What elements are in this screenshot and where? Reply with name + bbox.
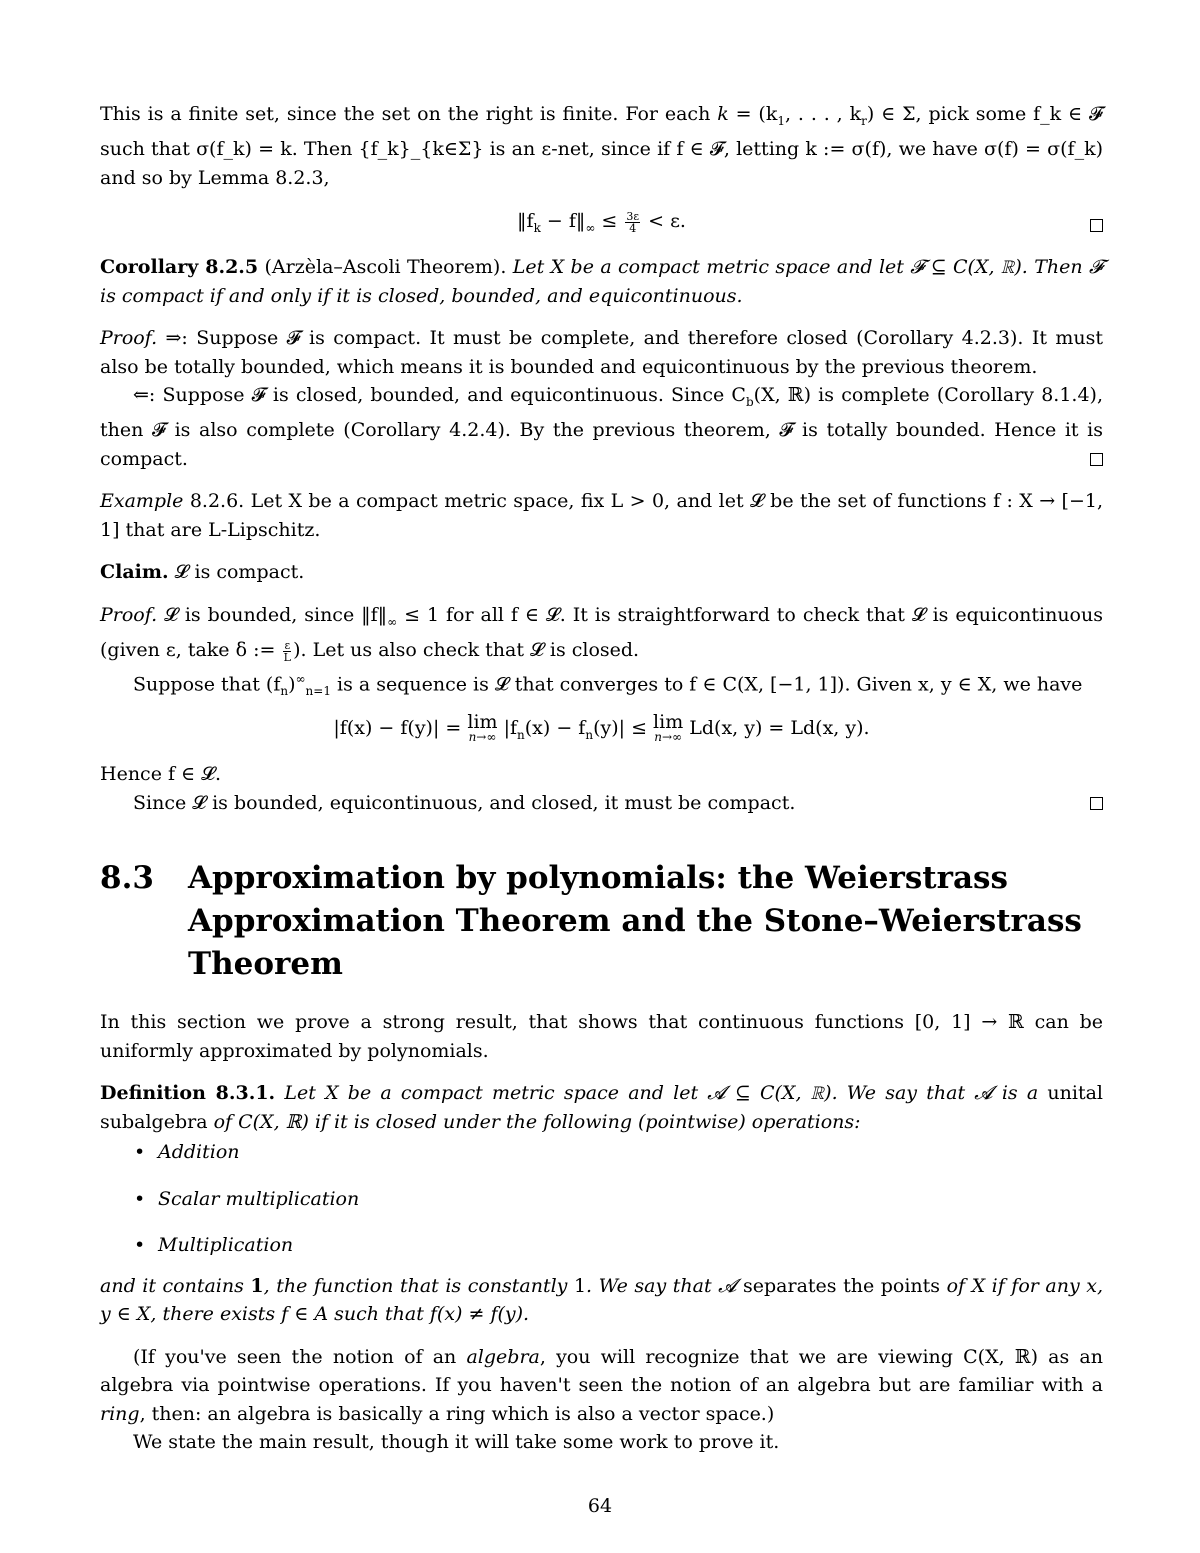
subscript: n xyxy=(280,683,289,698)
proof-label: Proof. xyxy=(100,327,158,350)
qed-icon xyxy=(1057,445,1103,474)
list-item: • Multiplication xyxy=(158,1231,1103,1260)
subscript: b xyxy=(745,394,754,409)
operations-list xyxy=(100,1138,1103,1260)
eq-sub: k xyxy=(533,221,541,236)
fraction-numerator: 3ε xyxy=(626,209,640,223)
fraction xyxy=(283,640,291,663)
list-item: • Scalar multiplication xyxy=(158,1185,1103,1214)
text: of X if for any x, y ∈ X, there exists f ∈ A such that f(x) ≠ f(y). xyxy=(100,1274,1103,1326)
fraction-numerator: ε xyxy=(284,638,291,652)
text: 8.2.6. Let X be a compact metric space, fix L > 0, and let 𝓛 be the set of functions f : X → [−1, 1] that are L-Lipschitz. xyxy=(100,490,1103,541)
text: = (k xyxy=(728,103,778,125)
proof-label: Proof. xyxy=(100,603,158,626)
page-content xyxy=(100,100,1103,1457)
fraction-denominator: 4 xyxy=(629,221,637,235)
text: Suppose that (f xyxy=(133,673,281,696)
limit-op: lim xyxy=(467,711,498,734)
eq-part: ≤ xyxy=(595,210,624,233)
example-8-2-6 xyxy=(100,487,1103,544)
definition-statement xyxy=(100,1079,1103,1136)
corollary-label: Corollary 8.2.5 xyxy=(100,256,259,279)
corollary-statement: Then 𝓕 is compact if and only if it is closed, bounded, and equicontinuous. xyxy=(100,256,1104,307)
subscript: r xyxy=(861,113,867,128)
proof-bounded xyxy=(100,601,1103,665)
proof-sequence: Suppose that $(f_n)^\infty_{n=1}$ is a sequence is 𝓛 that converges to f ∈ C(X, [−1, 1]). Given x, y ∈ X, we have xyxy=(133,671,1083,698)
paragraph-finite-set xyxy=(100,100,1103,192)
eq-part: − f‖ xyxy=(540,210,586,233)
text: and it contains xyxy=(100,1274,251,1297)
text: . We say that 𝓐 xyxy=(586,1274,744,1297)
text: of C(X, ℝ) if it is closed under the following (pointwise) operations: xyxy=(207,1110,861,1133)
limit-sub: n→∞ xyxy=(654,730,683,745)
qed-icon xyxy=(1057,789,1103,818)
eq-part: Ld(x, y) = Ld(x, y). xyxy=(683,717,870,740)
subscript: n=1 xyxy=(305,683,331,698)
remark-algebra xyxy=(100,1343,1103,1429)
proof-backward xyxy=(100,381,1103,473)
corollary-statement: Let X be a compact metric space and let 𝓕 ⊆ C(X, ℝ). xyxy=(512,256,1028,279)
proof-compact xyxy=(100,601,1103,817)
eq-sub: n xyxy=(517,728,525,743)
proof-conclusion xyxy=(100,789,1103,818)
fraction xyxy=(625,211,640,234)
equation-norm-bound xyxy=(100,206,1103,243)
eq-part: |f(x) − f(y)| = xyxy=(333,717,468,740)
corollary-name: (Arzèla–Ascoli Theorem). xyxy=(264,256,507,279)
text: (If you've seen the notion of an xyxy=(133,1345,467,1368)
text: ≤ 1 for all f ∈ 𝓛. It is straightforward to check that 𝓛 is equicontinuous (given ε, take δ := xyxy=(100,603,1103,662)
corollary-8-2-5 xyxy=(100,253,1103,310)
claim-label: Claim. xyxy=(100,561,169,584)
list-item: • Addition xyxy=(158,1138,1103,1167)
text: ). Let us also check that 𝓛 is closed. xyxy=(293,639,640,662)
text: ⇒: Suppose 𝓕 is compact. It must be complete, and therefore closed (Corollary 4.2.3). It must also be totally bounded, which means it is bounded and equicontinuous by the previous theorem. xyxy=(100,327,1103,378)
subscript: ∞ xyxy=(387,614,398,629)
text: ) ∈ Σ, pick some xyxy=(866,103,1027,125)
section-intro: In this section we prove a strong result, that shows that continuous functions [0, 1] → ℝ can be uniformly approximated by polynomials. xyxy=(100,1011,1103,1062)
text: This is a finite set, since the set on the right is finite. For each xyxy=(100,103,718,125)
text: f_k ∈ 𝓕 such that σ(f_k) = k. Then {f_k}_{k∈Σ} is an ε-net, since if f ∈ 𝓕, letting k := σ(f), we have xyxy=(100,103,1103,161)
term: 1 xyxy=(573,1274,587,1297)
qed-icon xyxy=(1090,210,1103,240)
proof-hence: Hence f ∈ 𝓛. xyxy=(100,763,222,786)
limit-sub: n→∞ xyxy=(468,730,497,745)
text: (X, ℝ) is complete (Corollary 8.1.4), then 𝓕 is also complete (Corollary 4.2.4). By the previous theorem, 𝓕 is totally bounded. Hence it is compact. xyxy=(100,384,1104,470)
limit-op: lim xyxy=(653,711,684,734)
page-number: 64 xyxy=(587,1495,613,1517)
term: ring xyxy=(100,1402,140,1425)
text: 𝓛 is compact. xyxy=(168,561,305,584)
text: , the function that is constantly xyxy=(263,1274,574,1297)
eq-sub: ∞ xyxy=(585,221,596,236)
eq-sub: n xyxy=(585,728,594,743)
example-label: Example xyxy=(100,490,184,513)
superscript: ∞ xyxy=(295,671,306,686)
equation-lipschitz-limit xyxy=(100,713,1103,750)
term: separates the points xyxy=(743,1274,941,1297)
section-title: Approximation by polynomials: the Weierstrass Approximation Theorem and the Stone–Weierstrass Theorem xyxy=(188,860,1082,983)
term: unital subalgebra xyxy=(100,1082,1103,1133)
text: ⇐: Suppose 𝓕 is closed, bounded, and equicontinuous. Since C xyxy=(133,384,746,407)
eq-part: |f xyxy=(497,717,518,740)
proof-arzela-ascoli xyxy=(100,324,1103,473)
eq-part: (y)| ≤ xyxy=(593,717,654,740)
math-k: k xyxy=(717,103,729,125)
limit xyxy=(653,713,683,743)
text: , you will recognize that we are viewing C(X, ℝ) as an algebra via pointwise operations. If you haven't seen the notion of an algebra but are familiar with a xyxy=(100,1345,1103,1397)
definition-8-3-1 xyxy=(100,1079,1103,1329)
text: Since 𝓛 is bounded, equicontinuous, and closed, it must be compact. xyxy=(133,791,796,814)
eq-part: (x) − f xyxy=(524,717,586,740)
text: σ(f) = σ(f_k) and so by Lemma 8.2.3, xyxy=(100,138,1104,189)
eq-part: < ε. xyxy=(642,210,686,233)
fraction-denominator: L xyxy=(283,650,291,664)
section-number: 8.3 xyxy=(100,860,154,897)
text: 𝓛 is bounded, since ‖f‖ xyxy=(157,603,388,626)
remark-main-result: We state the main result, though it will take some work to prove it. xyxy=(133,1431,780,1454)
text: Let X be a compact metric space and let 𝓐 ⊆ C(X, ℝ). We say that 𝓐 is a xyxy=(284,1082,1048,1105)
section-heading xyxy=(100,857,1103,986)
text: , then: an algebra is basically a ring which is also a vector space.) xyxy=(139,1402,775,1425)
remark xyxy=(100,1343,1103,1457)
text: , . . . , k xyxy=(784,103,862,125)
proof-forward xyxy=(100,324,1103,381)
eq-part: ‖f xyxy=(517,210,534,233)
term: algebra xyxy=(466,1345,540,1368)
definition-continuation xyxy=(100,1272,1103,1329)
term: 1 xyxy=(250,1274,264,1297)
limit xyxy=(467,713,497,743)
definition-label: Definition 8.3.1. xyxy=(100,1082,276,1105)
claim xyxy=(100,558,1103,587)
text: is a sequence is 𝓛 that converges to f ∈ C(X, [−1, 1]). Given x, y ∈ X, we have xyxy=(330,673,1083,696)
subscript: 1 xyxy=(777,113,785,128)
